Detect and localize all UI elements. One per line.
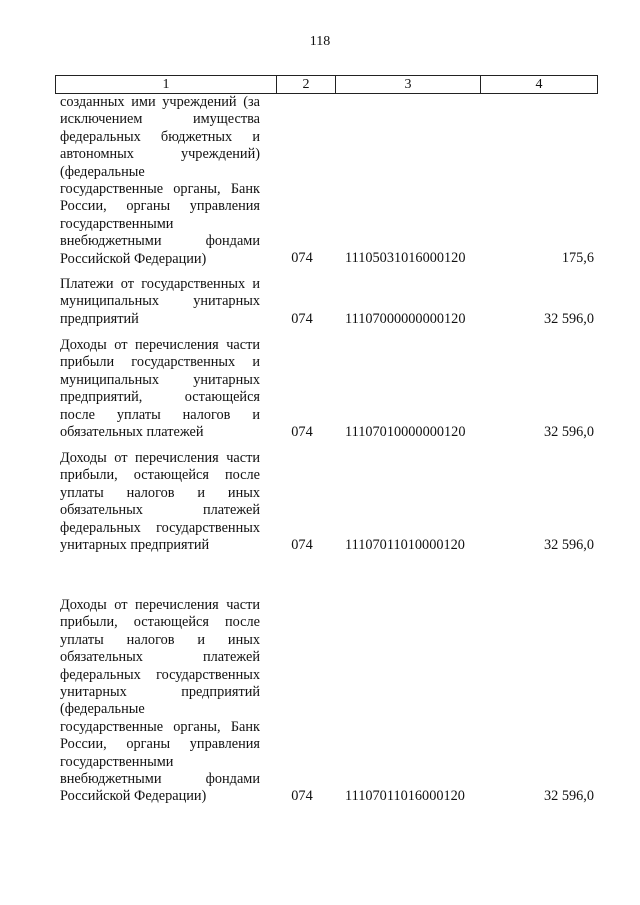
amount: 32 596,0 (543, 537, 594, 553)
description-line: федеральных бюджетных и (60, 128, 260, 145)
description-line: Российской Федерации) (60, 250, 207, 267)
description-line: (федеральные (60, 701, 145, 718)
description-line: государственные органы, Банк (60, 718, 260, 735)
description-line: внебюджетными фондами (60, 771, 260, 788)
description-line: прибыли, остающейся после (60, 467, 260, 484)
description-line: Доходы от перечисления части (60, 337, 260, 353)
amount: 32 596,0 (543, 788, 594, 804)
table-row (60, 597, 596, 807)
description-line: созданных ими учреждений (за (60, 94, 260, 110)
amount: 32 596,0 (543, 424, 594, 440)
row-description (60, 94, 260, 268)
description-line: после уплаты налогов и (60, 406, 260, 423)
description-line: прибыли государственных и (60, 354, 260, 371)
table-row (60, 94, 596, 270)
admin-code: 074 (291, 311, 313, 327)
description-line: автономных учреждений) (60, 146, 260, 163)
description-line: унитарных предприятий (60, 684, 260, 701)
row-description (60, 337, 260, 441)
description-line: внебюджетными фондами (60, 233, 260, 250)
description-line: государственными (60, 215, 174, 232)
description-line: федеральных государственных (60, 666, 260, 683)
description-line: обязательных платежей (60, 502, 260, 519)
row-description (60, 276, 260, 328)
amount: 32 596,0 (543, 311, 594, 327)
description-line: муниципальных унитарных (60, 371, 260, 388)
description-line: Платежи от государственных и (60, 276, 260, 292)
header-col-2: 2 (277, 76, 336, 93)
admin-code: 074 (291, 424, 313, 440)
description-line: уплаты налогов и иных (60, 484, 260, 501)
budget-code: 11107011016000120 (345, 788, 465, 804)
description-line: Доходы от перечисления части (60, 597, 260, 613)
header-col-3: 3 (336, 76, 481, 93)
admin-code: 074 (291, 250, 313, 266)
header-col-1: 1 (56, 76, 277, 93)
admin-code: 074 (291, 537, 313, 553)
description-line: Доходы от перечисления части (60, 450, 260, 466)
budget-code: 11107000000000120 (345, 311, 466, 327)
description-line: обязательных платежей (60, 424, 204, 441)
description-line: России, органы управления (60, 198, 260, 215)
description-line: государственными (60, 753, 174, 770)
description-line: государственные органы, Банк (60, 181, 260, 198)
page-number: 118 (309, 34, 331, 49)
description-line: России, органы управления (60, 736, 260, 753)
description-line: предприятий, остающейся (60, 389, 260, 406)
table-row (60, 337, 596, 443)
budget-code: 11105031016000120 (345, 250, 466, 266)
description-line: уплаты налогов и иных (60, 631, 260, 648)
budget-code: 11107011010000120 (345, 537, 465, 553)
description-line: (федеральные (60, 163, 145, 180)
description-line: Российской Федерации) (60, 788, 207, 805)
description-line: муниципальных унитарных (60, 293, 260, 310)
row-description (60, 597, 260, 806)
description-line: федеральных государственных (60, 519, 260, 536)
table-row (60, 276, 596, 330)
description-line: унитарных предприятий (60, 537, 210, 554)
description-line: обязательных платежей (60, 649, 260, 666)
table-header (55, 75, 598, 94)
description-line: предприятий (60, 310, 139, 327)
header-col-4: 4 (535, 77, 543, 92)
description-line: исключением имущества (60, 111, 260, 128)
amount: 175,6 (561, 250, 594, 266)
description-line: прибыли, остающейся после (60, 614, 260, 631)
table-row (60, 450, 596, 556)
budget-code: 11107010000000120 (345, 424, 466, 440)
row-description (60, 450, 260, 554)
admin-code: 074 (291, 788, 313, 804)
